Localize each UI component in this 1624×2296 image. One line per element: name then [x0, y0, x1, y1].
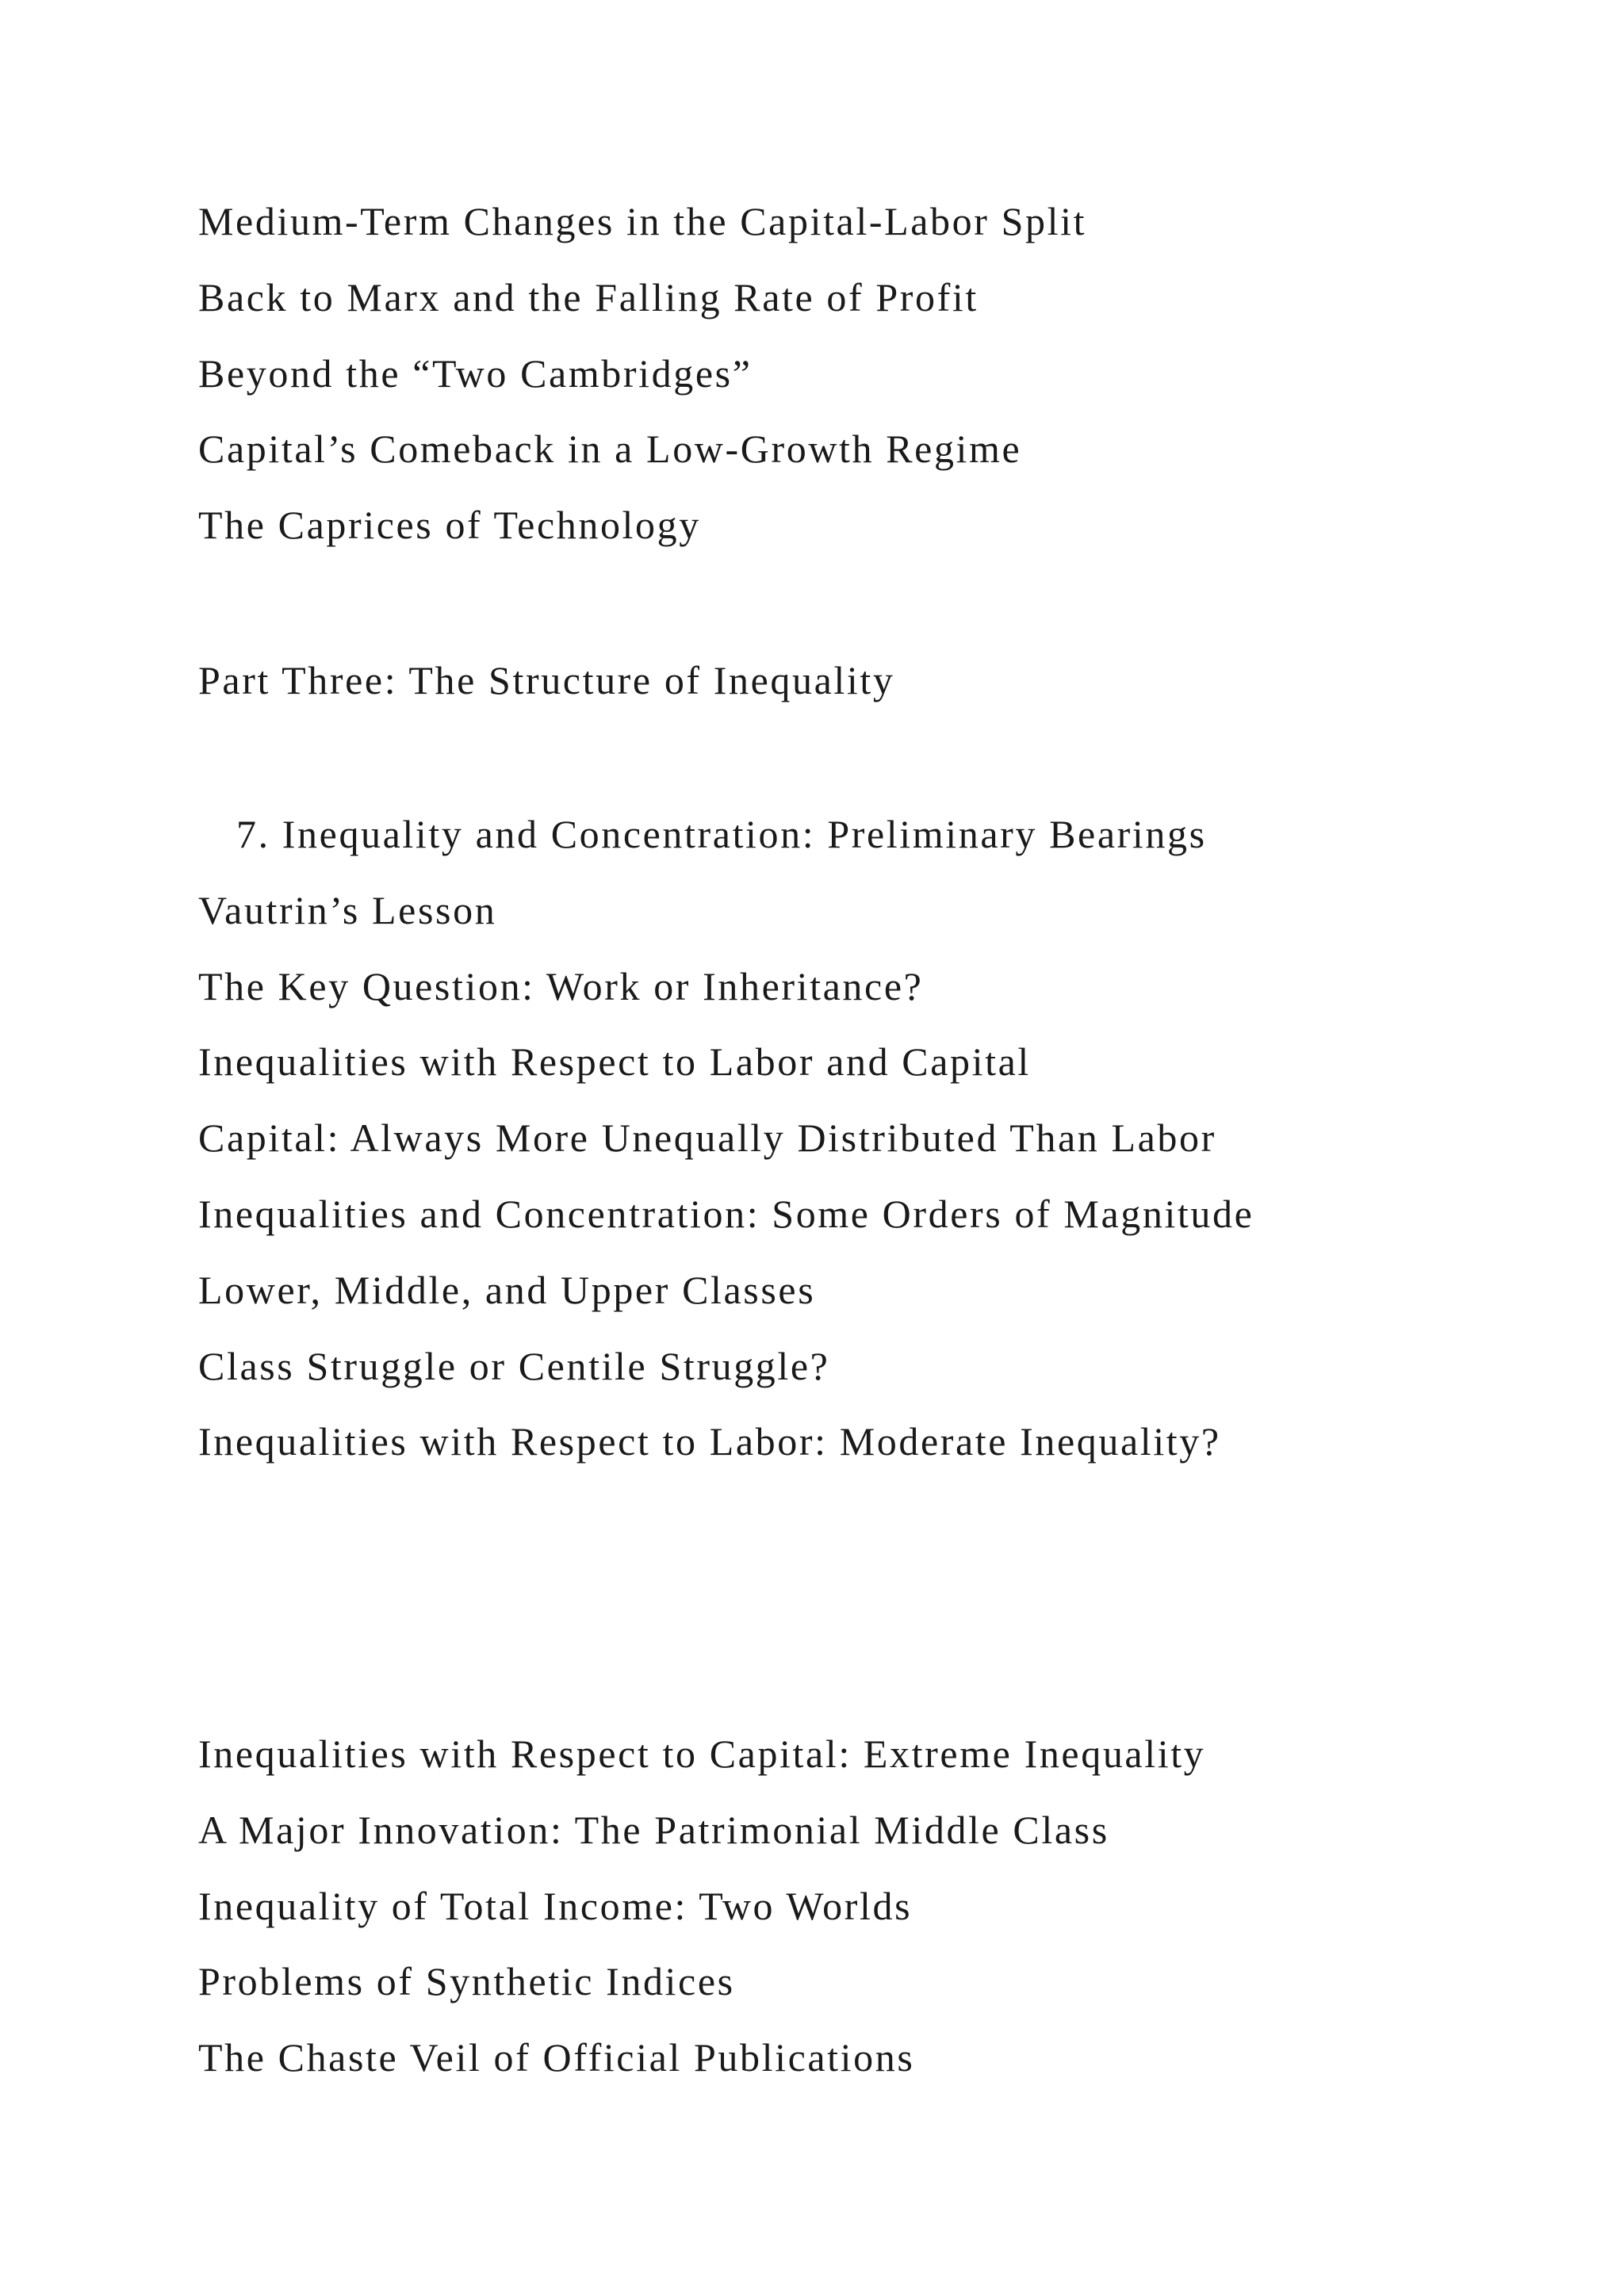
toc-entry: Class Struggle or Centile Struggle?: [198, 1344, 830, 1388]
toc-entry: Vautrin’s Lesson: [198, 888, 497, 932]
toc-entry: Inequality of Total Income: Two Worlds: [198, 1884, 913, 1928]
toc-entry: The Chaste Veil of Official Publications: [198, 2035, 915, 2080]
toc-entry: Capital’s Comeback in a Low-Growth Regime: [198, 427, 1022, 471]
chapter-heading: 7. Inequality and Concentration: Preliminary Bearings: [236, 812, 1207, 856]
toc-entry: The Caprices of Technology: [198, 503, 701, 547]
toc-entry: Inequalities with Respect to Capital: Extreme Inequality: [198, 1732, 1206, 1776]
part-heading: Part Three: The Structure of Inequality: [198, 658, 895, 702]
toc-entry: Inequalities with Respect to Labor: Moderate Inequality?: [198, 1419, 1221, 1464]
toc-entry: The Key Question: Work or Inheritance?: [198, 964, 924, 1008]
toc-entry: A Major Innovation: The Patrimonial Middle Class: [198, 1808, 1109, 1852]
toc-entry: Problems of Synthetic Indices: [198, 1959, 735, 2003]
toc-entry: Inequalities and Concentration: Some Orders of Magnitude: [198, 1192, 1254, 1236]
toc-entry: Medium-Term Changes in the Capital-Labor Split: [198, 199, 1087, 243]
toc-entry: Capital: Always More Unequally Distributed Than Labor: [198, 1115, 1216, 1160]
toc-entry: Inequalities with Respect to Labor and Capital: [198, 1039, 1031, 1084]
toc-entry: Back to Marx and the Falling Rate of Profit: [198, 275, 979, 320]
toc-entry: Lower, Middle, and Upper Classes: [198, 1268, 816, 1312]
toc-entry: Beyond the “Two Cambridges”: [198, 351, 753, 396]
